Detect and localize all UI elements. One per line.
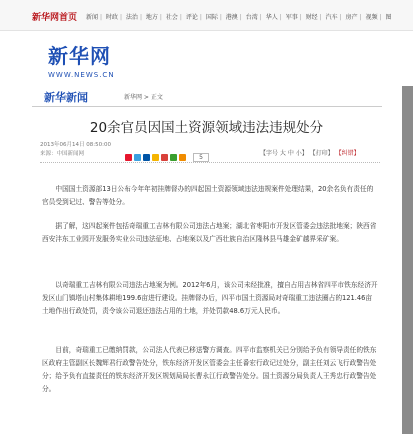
channel-links: 新闻 | 时政 | 法治 | 地方 | 社会 | 评论 | 国际 | 港澳 | 台湾 | 华人 | 军事 | 财经 | 汽车 | 房产 | 视频 | 图 — [86, 14, 392, 21]
article-source: 来源：中国新闻网 — [40, 151, 85, 157]
print-link[interactable]: 【打印】 — [309, 150, 334, 157]
nav-item[interactable]: 房产 — [345, 14, 358, 21]
nav-item[interactable]: 港澳 — [225, 14, 238, 21]
article-tools — [260, 148, 360, 157]
section-bar — [32, 86, 382, 107]
nav-item[interactable]: 评论 — [185, 14, 198, 21]
nav-item[interactable]: 视频 — [365, 14, 378, 21]
corrections-link[interactable]: 【纠错】 — [335, 150, 360, 157]
share-bar — [125, 147, 209, 166]
nav-item[interactable]: 汽车 — [325, 14, 338, 21]
article-paragraph: 以奇瑞重工吉林有限公司违法占地案为例。2012年6月，该公司未经批准，擅自占用吉林省四平市铁东经济开发区山门镇塔山村集体耕地199.6亩进行建设。挂牌督办后，四平市国土资源局对奇瑞重工违法圈占的121.46亩土地作出行政处罚，责令该公司退还违法占用的土地，并处罚款48.6万元人民币。 — [42, 281, 378, 315]
kaixin-icon[interactable] — [161, 154, 168, 161]
font-size-control[interactable]: 【字号 大 中 小】 — [260, 150, 308, 157]
more-share-icon[interactable] — [179, 154, 186, 161]
nav-item[interactable]: 华人 — [265, 14, 278, 21]
section-title[interactable]: 新华新闻 — [44, 91, 88, 104]
nav-item[interactable]: 社会 — [165, 14, 178, 21]
logo-chinese: 新华网 — [48, 44, 111, 68]
divider — [40, 162, 380, 163]
nav-item[interactable]: 军事 — [285, 14, 298, 21]
publish-date: 2013年06月14日 08:50:00 — [40, 142, 111, 148]
tencent-weibo-icon[interactable] — [134, 154, 141, 161]
article-title: 20余官员因国土资源领域违法违规处分 — [89, 120, 324, 136]
nav-item[interactable]: 新闻 — [86, 14, 99, 21]
share-count[interactable]: 5 — [193, 153, 209, 162]
article-paragraph: 据了解，这四起案件包括奇瑞重工吉林有限公司违法占地案；湖北省枣阳市开发区管委会违法批地案；陕西省西安沣东工业园开发服务实业公司违法征地、占地案以及广西壮族自治区隆林县马雄金矿越界采矿案。 — [42, 222, 377, 243]
nav-item[interactable]: 台湾 — [245, 14, 258, 21]
home-link[interactable]: 新华网首页 — [32, 13, 78, 23]
nav-item[interactable]: 国际 — [205, 14, 218, 21]
nav-item[interactable]: 财经 — [305, 14, 318, 21]
qzone-icon[interactable] — [152, 154, 159, 161]
article-paragraph: 中国国土资源部13日公布今年年初挂牌督办的四起国土资源领域违法违规案件处理结果，20余名负有责任的官员受到记过、警告等处分。 — [42, 185, 374, 206]
sina-weibo-icon[interactable] — [125, 154, 132, 161]
nav-item[interactable]: 图 — [385, 14, 392, 21]
site-logo[interactable] — [48, 40, 115, 79]
nav-item[interactable]: 地方 — [145, 14, 158, 21]
breadcrumb[interactable]: 新华网 > 正文 — [124, 94, 163, 101]
renren-icon[interactable] — [143, 154, 150, 161]
nav-item[interactable]: 法治 — [125, 14, 138, 21]
top-navigation — [0, 0, 413, 31]
douban-icon[interactable] — [170, 154, 177, 161]
article-paragraph: 目前，奇瑞重工已缴纳罚款，公司法人代表已移送警方调查。四平市监察机关已分别给予负有领导责任的铁东区政府主管副区长魏辉君行政警告处分，铁东经济开发区管委会主任番宏行政记过处分，副主任刘云飞行政警告处分；给予负有直接责任的铁东经济开发区规划局局长曹永江行政警告处分。国土资源分局负责人王秀忠行政警告处分。 — [42, 346, 377, 393]
right-edge-bar — [402, 86, 413, 434]
article-meta — [40, 141, 111, 159]
logo-english: WWW.NEWS.CN — [48, 71, 115, 79]
nav-item[interactable]: 时政 — [105, 14, 118, 21]
